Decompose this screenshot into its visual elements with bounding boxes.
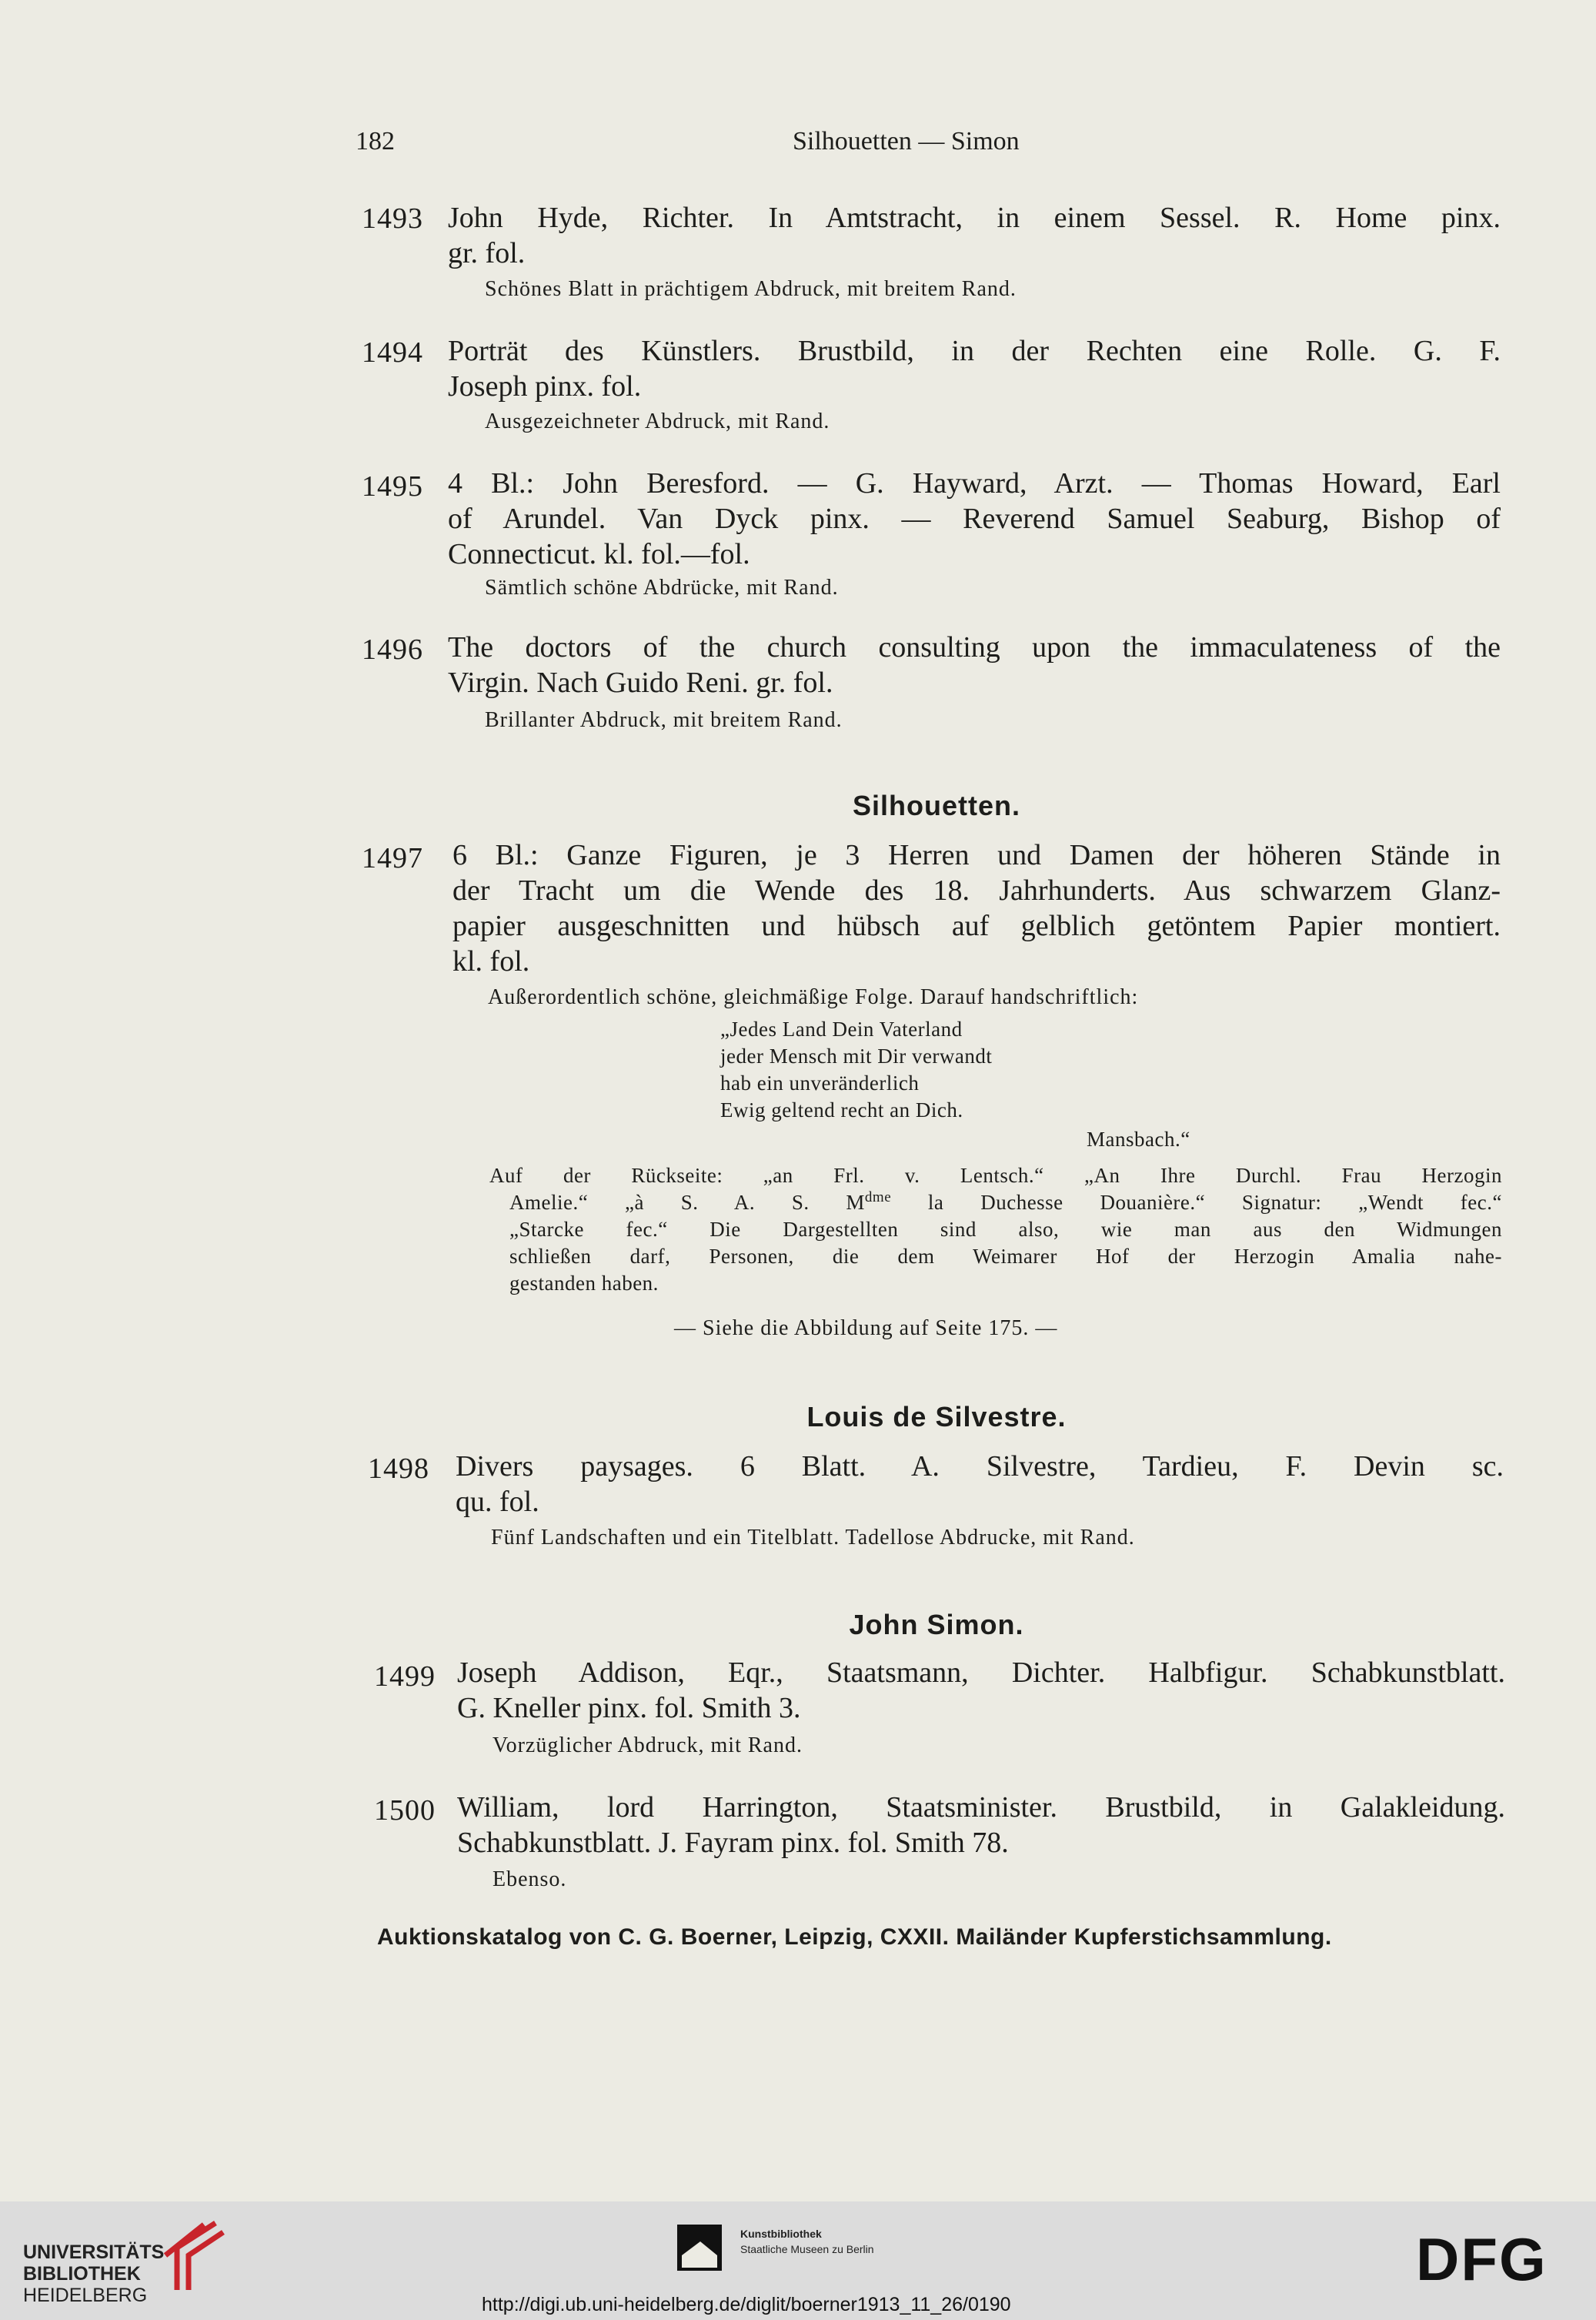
entry-note: Brillanter Abdruck, mit breitem Rand. xyxy=(485,708,843,732)
section-heading: Silhouetten. xyxy=(853,790,1020,821)
poem-signature: Mansbach.“ xyxy=(1087,1128,1190,1151)
entry-note: Sämtlich schöne Abdrücke, mit Rand. xyxy=(485,576,839,600)
kunstbibliothek-logo-icon xyxy=(677,2225,722,2271)
catalog-footer: Auktionskatalog von C. G. Boerner, Leipzig, CXXII. Mailänder Kupferstichsammlung. xyxy=(377,1924,1332,1950)
kunstbibliothek-label: Kunstbibliothek Staatliche Museen zu Berlin xyxy=(740,2228,874,2255)
entry-number: 1496 xyxy=(362,633,423,666)
entry-note: Außerordentlich schöne, gleichmäßige Folge. Darauf handschriftlich: xyxy=(488,985,1139,1009)
entry-number: 1498 xyxy=(368,1453,429,1485)
entry-number: 1499 xyxy=(374,1660,436,1693)
section-heading: Louis de Silvestre. xyxy=(806,1401,1067,1432)
entry-note: Ausgezeichneter Abdruck, mit Rand. xyxy=(485,410,830,433)
entry-note: Schönes Blatt in prächtigem Abdruck, mit breitem Rand. xyxy=(485,277,1017,301)
entry-text: Joseph Addison, Eqr., Staatsmann, Dichter. Halbfigur. Schabkunstblatt. G. Kneller pinx. fol. Smith 3. xyxy=(457,1656,1505,1724)
entry-note: Vorzüglicher Abdruck, mit Rand. xyxy=(492,1733,803,1757)
ub-heidelberg-logo[interactable]: UNIVERSITÄTS- BIBLIOTHEK HEIDELBERG xyxy=(23,2241,171,2306)
dfg-logo[interactable]: DFG xyxy=(1416,2225,1548,2293)
entry-number: 1495 xyxy=(362,470,423,503)
entry-number: 1497 xyxy=(362,842,423,874)
permalink-url[interactable]: http://digi.ub.uni-heidelberg.de/diglit/boerner1913_11_26/0190 xyxy=(482,2294,1011,2315)
entry-number: 1493 xyxy=(362,202,423,235)
section-heading: John Simon. xyxy=(849,1609,1024,1640)
verso-description: Auf der Rückseite: „an Frl. v. Lentsch.“ „An Ihre Durchl. Frau Herzogin Amelie.“ „à S. A. S. $M^{dme}$ la Duchesse Douanière.“ Signatur: „Wendt fec.“ „Starcke fec.“ Die Dargestellten sind also, wie man aus den Widmungen schließen darf, Personen, die dem Weimarer Hof der Herzogin Amalia nahe- gestanden haben. xyxy=(489,1164,1502,1295)
handwritten-poem: „Jedes Land Dein Vaterland jeder Mensch mit Dir verwandt hab ein unveränderlich Ewig geltend recht an Dich. xyxy=(720,1018,993,1122)
entry-text: The doctors of the church consulting upon the immaculateness of the Virgin. Nach Guido Reni. gr. fol. xyxy=(448,631,1501,699)
page-number: 182 xyxy=(356,127,395,155)
entry-text: William, lord Harrington, Staatsminister. Brustbild, in Galakleidung. Schabkunstblatt. J. Fayram pinx. fol. Smith 78. xyxy=(457,1791,1505,1859)
entry-note: Ebenso. xyxy=(492,1867,567,1891)
entry-text: Divers paysages. 6 Blatt. A. Silvestre, Tardieu, F. Devin sc. qu. fol. xyxy=(456,1450,1504,1518)
entry-text: 6 Bl.: Ganze Figuren, je 3 Herren und Damen der höheren Stände in der Tracht um die Wende des 18. Jahrhunderts. Aus schwarzem Glanz- papier ausgeschnitten und hübsch auf gelblich getöntem Papier montiert. kl. fol. xyxy=(452,839,1501,978)
see-reference: — Siehe die Abbildung auf Seite 175. — xyxy=(674,1316,1058,1340)
entry-text: Porträt des Künstlers. Brustbild, in der Rechten eine Rolle. G. F. Joseph pinx. fol. xyxy=(448,335,1501,403)
digitization-banner xyxy=(0,2201,1596,2320)
entry-number: 1494 xyxy=(362,336,423,369)
running-title: Silhouetten — Simon xyxy=(793,127,1020,155)
entry-number: 1500 xyxy=(374,1794,436,1827)
entry-text: John Hyde, Richter. In Amtstracht, in einem Sessel. R. Home pinx. gr. fol. xyxy=(448,202,1501,269)
entry-text: 4 Bl.: John Beresford. — G. Hayward, Arzt. — Thomas Howard, Earl of Arundel. Van Dyck pinx. — Reverend Samuel Seaburg, Bishop of Connecticut. kl. fol.—fol. xyxy=(448,467,1501,570)
entry-note: Fünf Landschaften und ein Titelblatt. Tadellose Abdrucke, mit Rand. xyxy=(491,1526,1135,1549)
ub-emblem-icon xyxy=(158,2217,227,2294)
